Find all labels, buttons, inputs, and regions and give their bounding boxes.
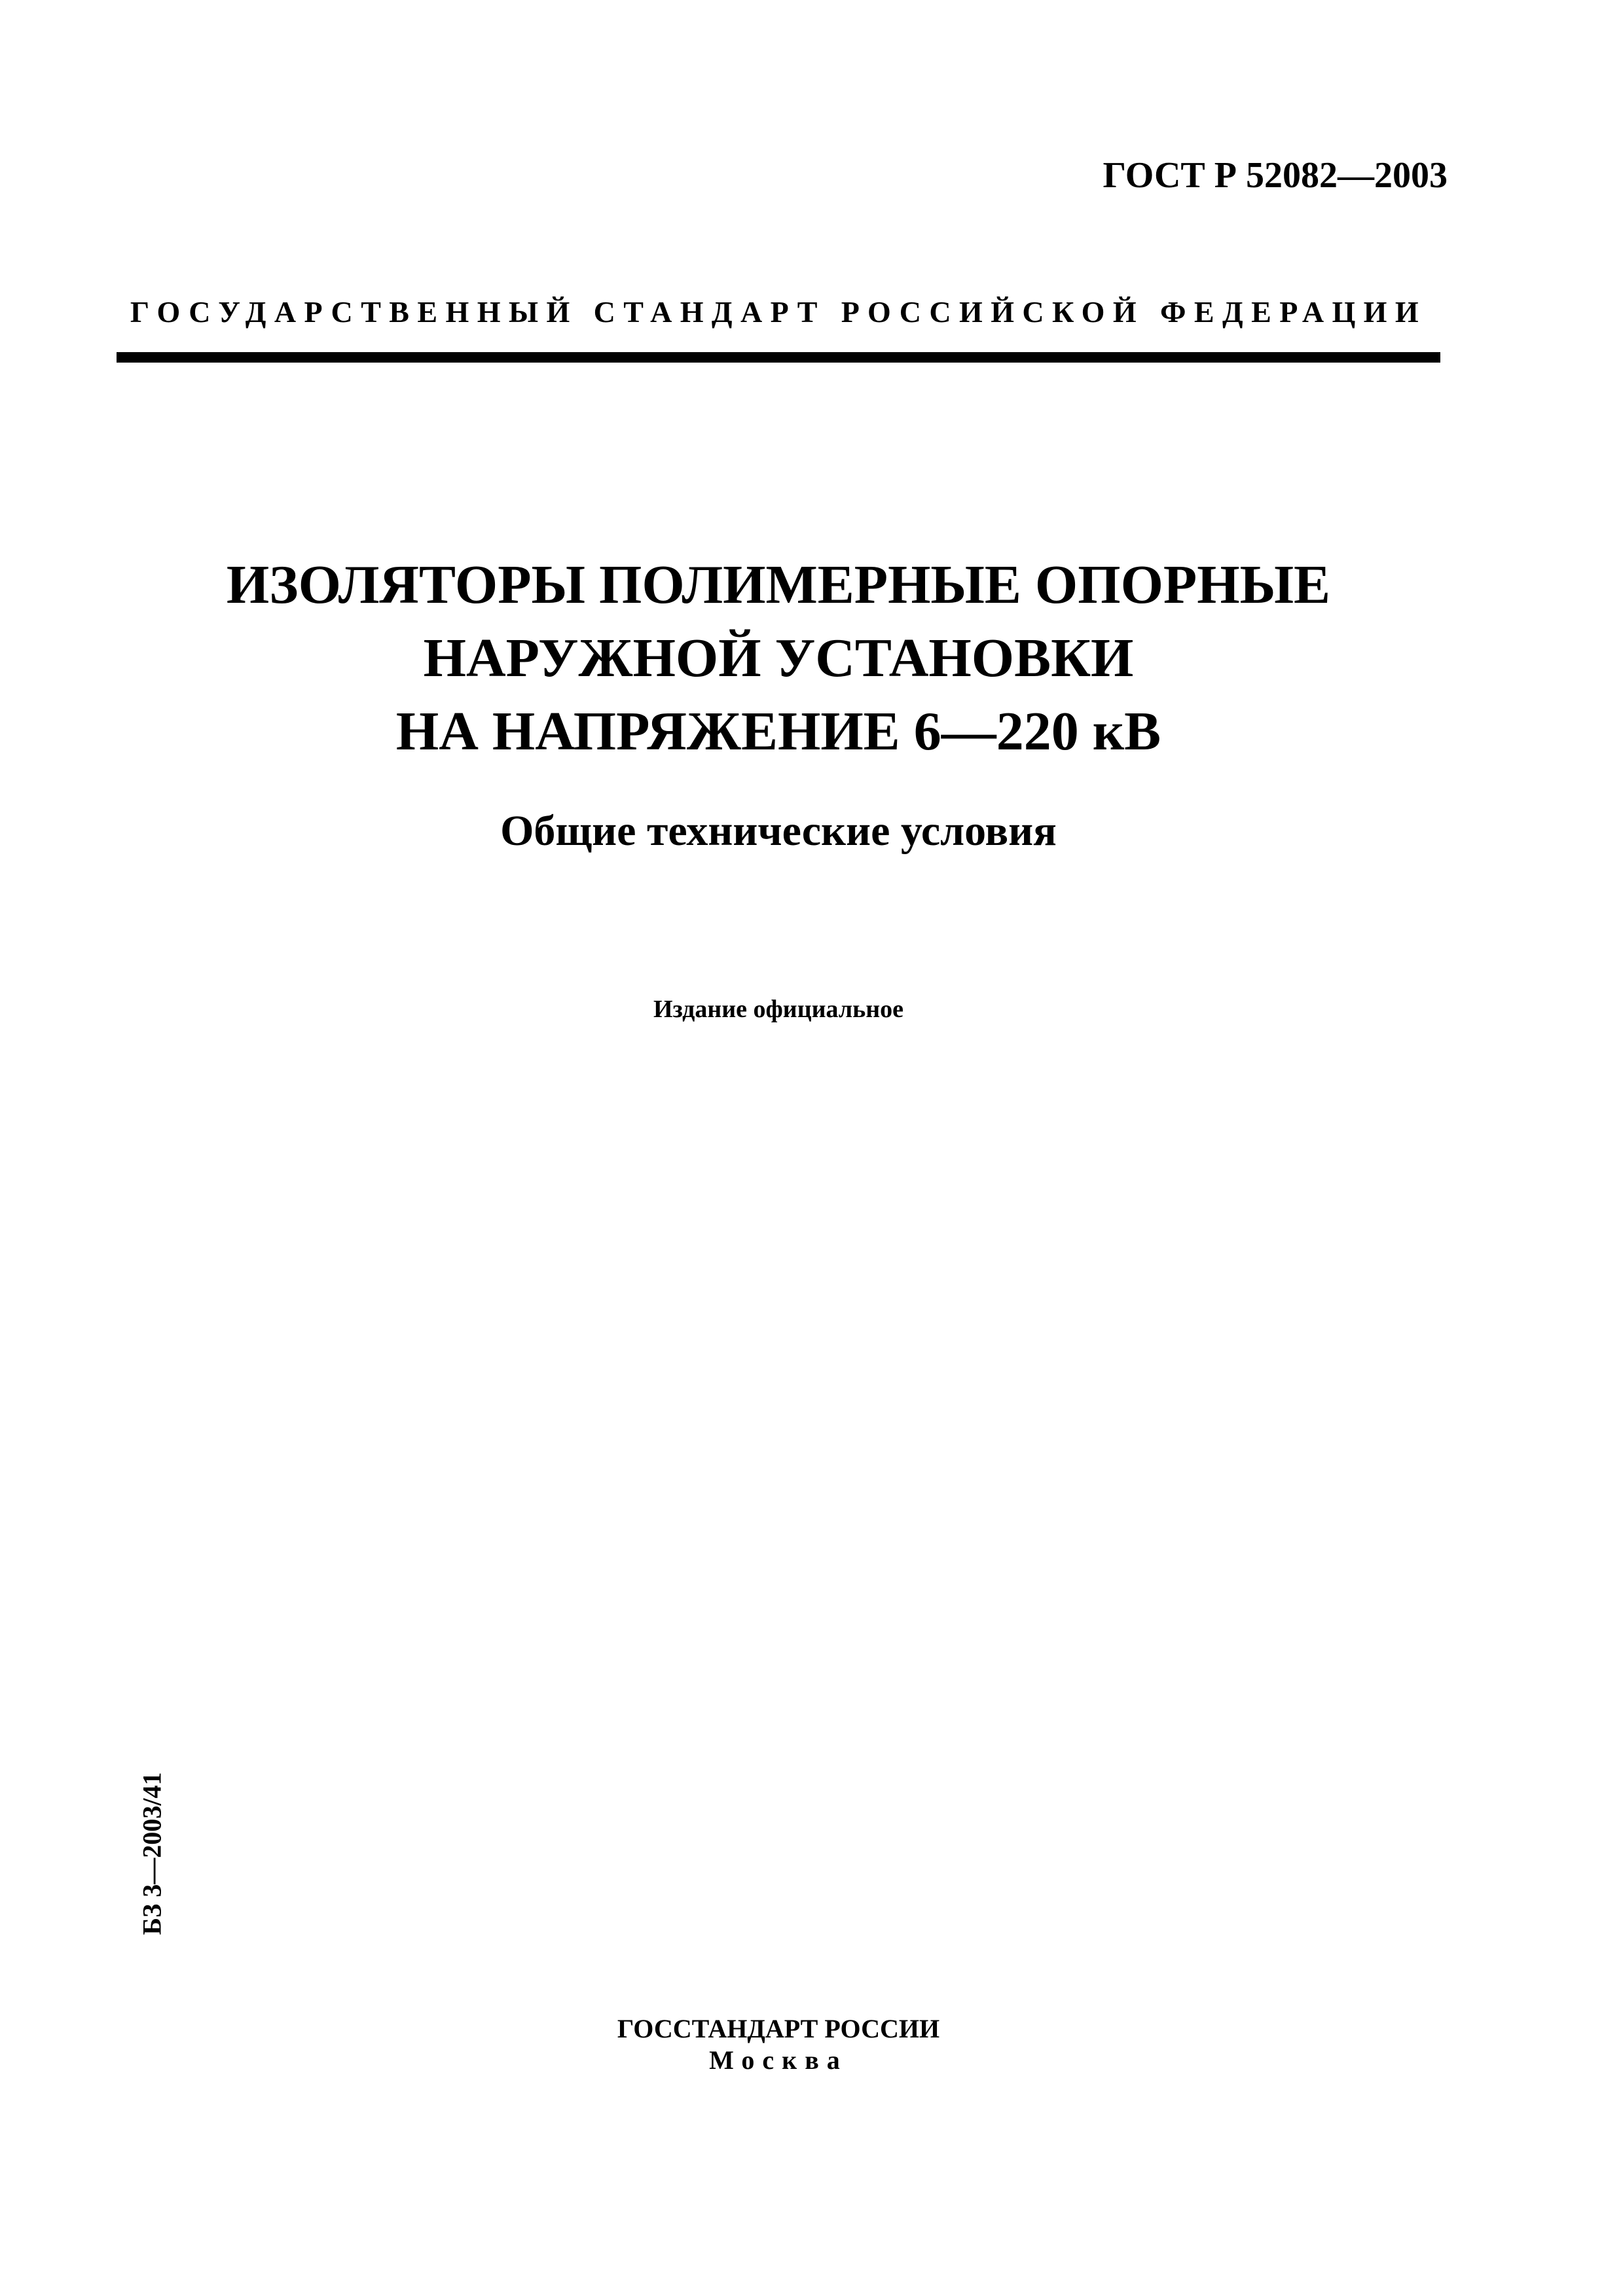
header-rule (117, 352, 1440, 363)
title-line-1: ИЗОЛЯТОРЫ ПОЛИМЕРНЫЕ ОПОРНЫЕ (226, 554, 1331, 615)
standard-header: ГОСУДАРСТВЕННЫЙ СТАНДАРТ РОССИЙСКОЙ ФЕДЕРАЦИИ (130, 295, 1427, 329)
title-line-3: НА НАПРЯЖЕНИЕ 6—220 кВ (395, 701, 1161, 762)
document-subtitle: Общие технические условия (500, 807, 1057, 855)
edition-note: Издание официальное (653, 996, 903, 1023)
title-line-2: НАРУЖНОЙ УСТАНОВКИ (423, 628, 1134, 689)
publisher: ГОССТАНДАРТ РОССИИ (617, 2014, 940, 2043)
document-title (117, 548, 1440, 768)
side-code: БЗ 3—2003/41 (137, 1772, 167, 1935)
publisher-city: Москва (709, 2045, 848, 2075)
document-number: ГОСТ Р 52082—2003 (1103, 155, 1448, 196)
